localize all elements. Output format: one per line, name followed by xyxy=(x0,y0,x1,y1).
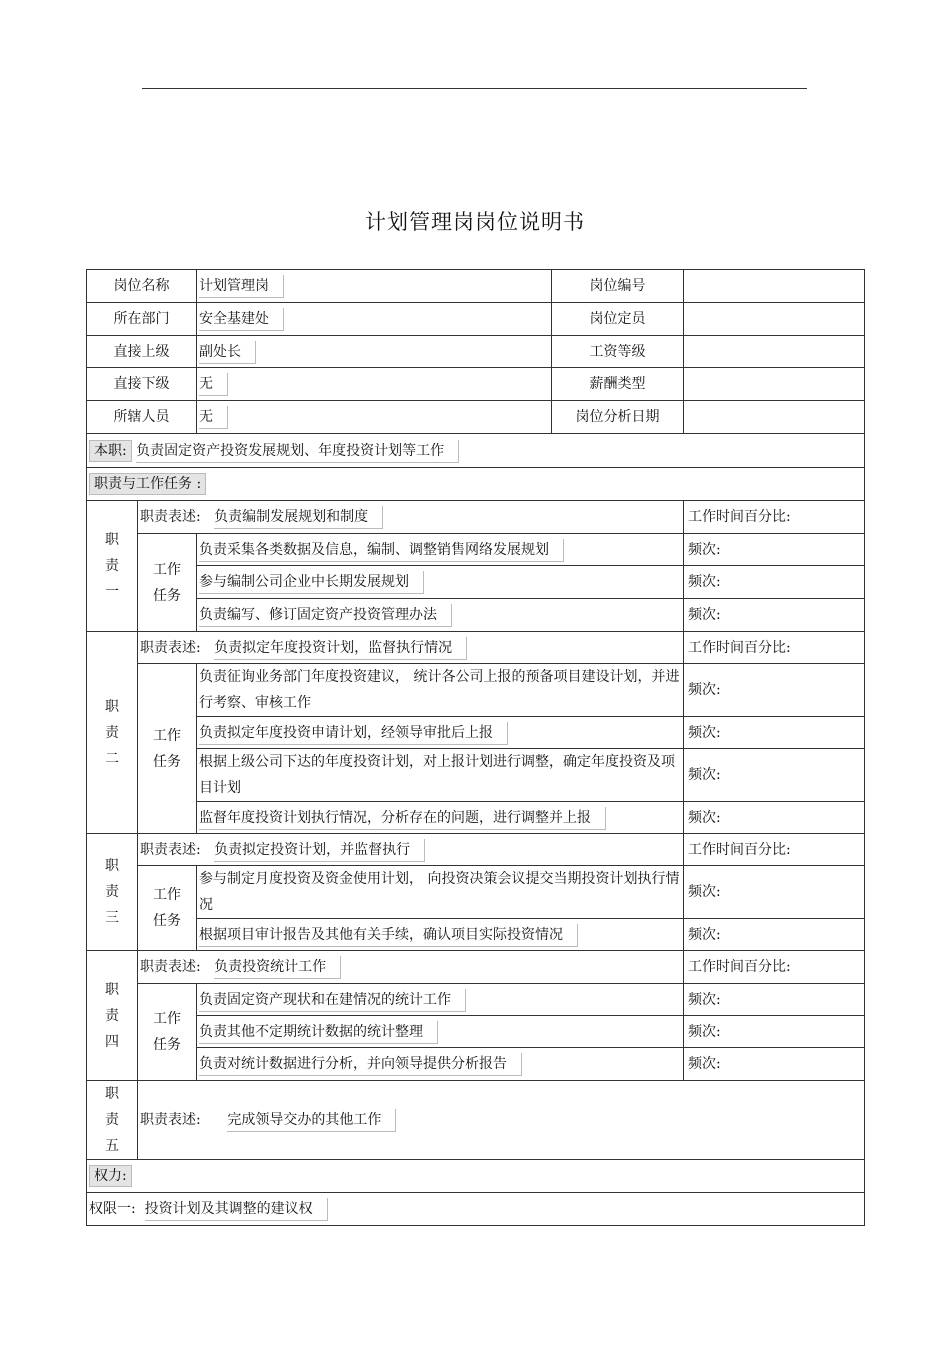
task-text: 负责拟定年度投资申请计划，经领导审批后上报 xyxy=(199,722,508,745)
duty-desc-cell xyxy=(138,632,684,664)
freq-label: 频次: xyxy=(684,1016,865,1048)
task-label: 工作 任务 xyxy=(138,534,197,632)
task-text: 根据项目审计报告及其他有关手续，确认项目实际投资情况 xyxy=(199,924,578,947)
task-row xyxy=(87,802,865,834)
info-value-2 xyxy=(684,270,865,303)
header-rule xyxy=(142,88,807,89)
info-value: 计划管理岗 xyxy=(199,275,284,298)
task-cell xyxy=(197,1016,684,1048)
duties-header-row xyxy=(87,468,865,501)
info-value-2 xyxy=(684,401,865,434)
duty-name: 职 责 三 xyxy=(87,834,138,951)
task-cell xyxy=(197,599,684,632)
power-header-cell xyxy=(87,1160,865,1193)
info-label-2: 岗位编号 xyxy=(552,270,684,303)
info-value-cell xyxy=(197,303,552,336)
freq-label: 频次: xyxy=(684,802,865,834)
duty-desc-row xyxy=(87,834,865,866)
info-label: 直接下级 xyxy=(87,368,197,401)
duty-desc-label: 职责表述: xyxy=(140,959,201,975)
info-label-2: 岗位定员 xyxy=(552,303,684,336)
info-label-2: 薪酬类型 xyxy=(552,368,684,401)
task-row xyxy=(87,566,865,599)
duty-desc-row xyxy=(87,501,865,534)
task-cell xyxy=(197,534,684,566)
info-value-2 xyxy=(684,368,865,401)
main-duty-cell xyxy=(87,434,865,468)
task-cell xyxy=(197,802,684,834)
freq-label: 频次: xyxy=(684,984,865,1016)
task-row xyxy=(87,749,865,802)
power-label: 权限一: xyxy=(89,1201,136,1217)
duty-desc-cell xyxy=(138,834,684,866)
duty-desc: 完成领导交办的其他工作 xyxy=(227,1109,396,1132)
document-title: 计划管理岗岗位说明书 xyxy=(365,210,585,234)
task-text: 负责其他不定期统计数据的统计整理 xyxy=(199,1021,438,1044)
task-row xyxy=(87,664,865,717)
info-value-2 xyxy=(684,336,865,368)
duty-desc-label: 职责表述: xyxy=(140,1112,201,1128)
info-row xyxy=(87,401,865,434)
duties-header-cell xyxy=(87,468,865,501)
info-value: 安全基建处 xyxy=(199,308,284,331)
duty-desc: 负责编制发展规划和制度 xyxy=(214,506,383,529)
info-value-cell xyxy=(197,401,552,434)
task-row xyxy=(87,534,865,566)
task-text: 负责对统计数据进行分析，并向领导提供分析报告 xyxy=(199,1053,522,1076)
info-value: 无 xyxy=(199,373,228,396)
power-header: 权力: xyxy=(89,1165,132,1187)
freq-label: 频次: xyxy=(684,566,865,599)
task-row xyxy=(87,1048,865,1081)
info-label-2: 工资等级 xyxy=(552,336,684,368)
task-text: 监督年度投资计划执行情况，分析存在的问题，进行调整并上报 xyxy=(199,807,606,830)
duty-desc-cell xyxy=(138,1081,865,1160)
freq-label: 频次: xyxy=(684,599,865,632)
duty-name: 职 责 五 xyxy=(87,1081,138,1160)
task-cell: 根据上级公司下达的年度投资计划，对上报计划进行调整，确定年度投资及项目计划 xyxy=(197,749,684,802)
duties-header: 职责与工作任务 : xyxy=(89,473,206,495)
duty-desc-cell xyxy=(138,951,684,984)
job-description-table xyxy=(86,269,865,1226)
task-row xyxy=(87,1016,865,1048)
duty-desc-row xyxy=(87,951,865,984)
power-header-row xyxy=(87,1160,865,1193)
info-value-2 xyxy=(684,303,865,336)
duty-desc-row xyxy=(87,1081,865,1160)
duty-desc-label: 职责表述: xyxy=(140,639,201,656)
duty-desc-label: 职责表述: xyxy=(140,841,201,858)
info-label: 岗位名称 xyxy=(87,270,197,303)
task-row xyxy=(87,866,865,919)
percent-label: 工作时间百分比: xyxy=(684,834,865,866)
task-label: 工作 任务 xyxy=(138,664,197,834)
power-row xyxy=(87,1193,865,1226)
info-label: 直接上级 xyxy=(87,336,197,368)
freq-label: 频次: xyxy=(684,534,865,566)
task-cell: 负责征询业务部门年度投资建议， 统计各公司上报的预备项目建设计划，并进行考察、审核工作 xyxy=(197,664,684,717)
freq-label: 频次: xyxy=(684,749,865,802)
duty-name: 职 责 四 xyxy=(87,951,138,1081)
task-text: 参与编制公司企业中长期发展规划 xyxy=(199,571,424,594)
info-label-2: 岗位分析日期 xyxy=(552,401,684,434)
info-value: 副处长 xyxy=(199,341,256,364)
info-row xyxy=(87,368,865,401)
freq-label: 频次: xyxy=(684,1048,865,1081)
info-row xyxy=(87,303,865,336)
task-cell xyxy=(197,919,684,951)
task-row xyxy=(87,599,865,632)
info-value-cell xyxy=(197,336,552,368)
task-cell: 参与制定月度投资及资金使用计划， 向投资决策会议提交当期投资计划执行情况 xyxy=(197,866,684,919)
task-cell xyxy=(197,1048,684,1081)
info-label: 所在部门 xyxy=(87,303,197,336)
percent-label: 工作时间百分比: xyxy=(684,501,865,534)
main-duty-label: 本职: xyxy=(89,440,132,462)
freq-label: 频次: xyxy=(684,919,865,951)
task-text: 负责采集各类数据及信息，编制、调整销售网络发展规划 xyxy=(199,539,564,562)
task-label: 工作 任务 xyxy=(138,984,197,1081)
task-label: 工作 任务 xyxy=(138,866,197,951)
duty-desc: 负责拟定投资计划，并监督执行 xyxy=(214,839,425,862)
freq-label: 频次: xyxy=(684,866,865,919)
duty-name: 职 责 一 xyxy=(87,501,138,632)
info-label: 所辖人员 xyxy=(87,401,197,434)
duty-desc-label: 职责表述: xyxy=(140,509,201,525)
info-row xyxy=(87,336,865,368)
task-cell xyxy=(197,984,684,1016)
duty-desc: 负责投资统计工作 xyxy=(214,956,341,979)
task-cell xyxy=(197,717,684,749)
info-value: 无 xyxy=(199,406,228,429)
freq-label: 频次: xyxy=(684,664,865,717)
info-row xyxy=(87,270,865,303)
task-text: 负责固定资产现状和在建情况的统计工作 xyxy=(199,989,466,1012)
power-cell xyxy=(87,1193,865,1226)
task-cell xyxy=(197,566,684,599)
duty-desc: 负责拟定年度投资计划，监督执行情况 xyxy=(214,637,467,660)
task-row xyxy=(87,919,865,951)
main-duty-row xyxy=(87,434,865,468)
duty-desc-row xyxy=(87,632,865,664)
duty-desc-cell xyxy=(138,501,684,534)
info-value-cell xyxy=(197,368,552,401)
percent-label: 工作时间百分比: xyxy=(684,951,865,984)
task-text: 负责编写、修订固定资产投资管理办法 xyxy=(199,604,452,627)
info-value-cell xyxy=(197,270,552,303)
freq-label: 频次: xyxy=(684,717,865,749)
task-row xyxy=(87,717,865,749)
task-row xyxy=(87,984,865,1016)
percent-label: 工作时间百分比: xyxy=(684,632,865,664)
main-duty-value: 负责固定资产投资发展规划、年度投资计划等工作 xyxy=(136,440,459,463)
power-value: 投资计划及其调整的建议权 xyxy=(145,1198,328,1221)
duty-name: 职 责 二 xyxy=(87,632,138,834)
